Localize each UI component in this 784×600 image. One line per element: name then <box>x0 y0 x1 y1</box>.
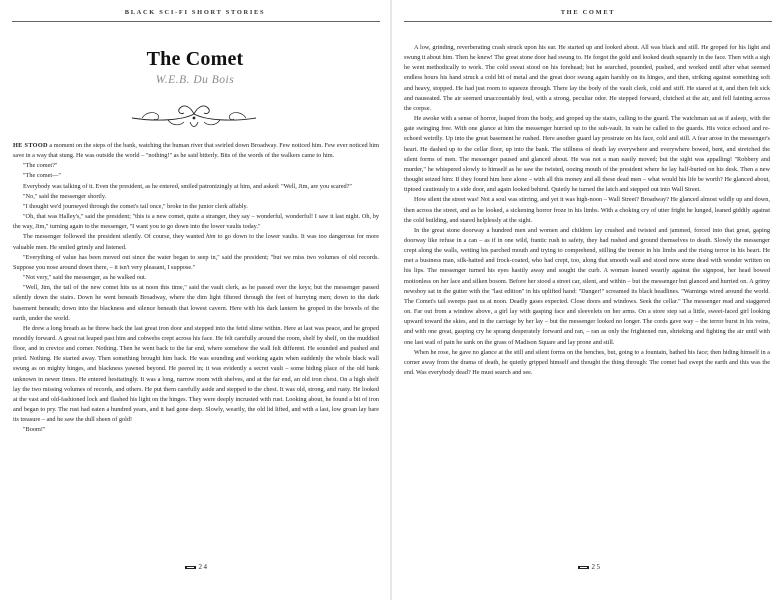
paragraph: A low, grinding, reverberating crash struck upon his ear. He started up and looked about. All was black and still. He groped for his light and swung it about him. Then he knew! The great stone door had swung to. He forgot the gold and looked death squarely in the face. Then with a sigh he went methodically to work. The cold sweat stood on his forehead; but he searched, pounded, pushed, and worked until after what seemed endless hours his hand struck a cold bit of metal and the great door swung again harshly on its hinges, and then, striking against something soft and heavy, stopped. He had just room to squeeze through. There lay the body of the vault clerk, cold and stiff. He stared at it, and then felt sick and nauseated. The air seemed unaccountably foul, with a strong, peculiar odor. He stepped forward, clutched at the air, and fell fainting across the corpse. <box>404 44 770 112</box>
running-head-left: BLACK SCI-FI SHORT STORIES <box>124 9 266 16</box>
left-body-text <box>13 141 379 436</box>
left-page <box>0 0 390 600</box>
paragraph: HE STOOD a moment on the steps of the bank, watching the human river that swirled down Broadway. Few noticed him. Few ever noticed him save in a way that stung. He was outside the world – "nothing!" as he said bitterly. Bits of the words of the walkers came to him. <box>13 142 379 160</box>
folio-ornament-icon <box>185 565 196 570</box>
right-page <box>392 0 784 600</box>
story-title: The Comet <box>146 48 244 70</box>
paragraph: How silent the street was! Not a soul was stirring, and yet it was high-noon – Wall Street? Broadway? He glanced almost wildly up and down, then across the street, and as he looked, a sickening horror froze in his limbs. With a choking cry of utter fright he lunged, leaned giddily against the cold building, and stared helplessly at the sight. <box>404 196 770 224</box>
paragraph: "Everything of value has been moved out since the water began to seep in," said the president; "but we miss two volumes of old records. Suppose you nose around down there, – it isn't very pleasant, I suppose." <box>13 253 379 271</box>
paragraph: "The comet?" <box>23 162 58 170</box>
header-rule-left <box>12 21 380 22</box>
story-heading <box>0 48 390 86</box>
paragraph: "Not very," said the messenger, as he walked out. <box>23 274 147 282</box>
paragraph: He drew a long breath as he threw back the last great iron door and stepped into the fetid slime within. Here at last was peace, and he groped moodily forward. A great rat leaped past him and cobwebs crept across his face. He felt carefully around the room, shelf by shelf, on the muddied floor, and in crevice and corner. Nothing. Then he went back to the far end, where somehow the wall felt different. He sounded and pushed and pried. Nothing. He started away. Then something brought him back. He was sounding and working again when suddenly the whole black wall swung as on mighty hinges, and blackness yawned beyond. He peered in; it was evidently a secret vault – some hiding place of the old bank unknown in newer times. He entered hesitatingly. It was a long, narrow room with shelves, and at the far end, an old iron chest. On a high shelf lay the two missing volumes of records, and others. He put them carefully aside and stepped to the chest. It was old, strong, and rusty. He looked at the vast and old-fashioned lock and flashed his light on the hinges. They were deeply incrusted with rust. Looking about, he found a bit of iron and began to pry. The rust had eaten a hundred years, and it had gone deep. Slowly, wearily, the old lid lifted, and with a last, low groan lay bare its treasure – and he saw the dull sheen of gold! <box>13 324 379 424</box>
page-number-left <box>0 563 390 571</box>
folio-ornament-icon <box>578 565 589 570</box>
page-number-text: 24 <box>198 563 209 571</box>
paragraph: "Oh, that was Halley's," said the president; "this is a new comet, quite a stranger, they say – wonderful, wonderful! I saw it last night. Oh, by the way, Jim," turning again to the messenger, "I want you to go down into the lower vaults today." <box>13 213 379 231</box>
paragraph: "Well, Jim, the tail of the new comet hits us at noon this time," said the vault clerk, as he passed over the keys; but the messenger passed silently down the stairs. Down he went beneath Broadway, where the dim light filtered through the feet of hurrying men; down to the dark basement beneath; down into the blackness and silence beneath that lowest cavern. Here with his dark lantern he groped in the bowels of the earth, under the world. <box>13 284 379 322</box>
paragraph: "No," said the messenger shortly. <box>23 192 107 200</box>
paragraph: Everybody was talking of it. Even the president, as he entered, smiled patronizingly at him, and asked: "Well, Jim, are you scared?" <box>23 182 352 190</box>
lead-word: HE STOOD <box>13 142 48 149</box>
paragraph: When he rose, he gave no glance at the still and silent forms on the benches, but, going to a fountain, bathed his face; then hiding himself in a corner away from the drama of death, he quietly gripped himself and thought the thing through: The comet had swept the earth and this was the end. Was everybody dead? He must search and see. <box>404 348 770 376</box>
story-author: W.E.B. Du Bois <box>155 74 235 86</box>
paragraph: In the great stone doorway a hundred men and women and children lay crushed and twisted and jammed, forced into that great, gaping doorway like refuse in a can – as if in one wild, frantic rush to safety, they had rushed and ground themselves to death. Slowly the messenger crept along the walls, wetting his parched mouth and trying to comprehend, stilling the tremor in his limbs and the rising terror in his heart. He met a business man, silk-hatted and frock-coated, who had crept, too, along that smooth wall and stood now stone dead with wonder written on his lips. The messenger turned his eyes hastily away and sought the curb. A woman leaned wearily against the signpost, her head bowed motionless on her lace and silken bosom. Before her stood a street car, silent, and within – but the messenger but glanced and hurried on. A grimy newsboy sat in the gutter with the "last edition" in his uplifted hand: "Danger!" screamed its black headlines. "Warnings wired around the world. The Comet's tail sweeps past us at noon. Deadly gases expected. Close doors and windows. Seek the cellar." The messenger read and staggered on. Far out from a window above, a girl lay with gasping face and sleevelets on her arms. On a store step sat a little, sweet-faced girl looking upward toward the skies, and in the carriage by her lay – but the messenger looked no longer. The cords gave way – the terror burst in his veins, and with one great, gasping cry he sprang desperately forward and ran, – ran as only the frightened run, shrieking and fighting the air until with one last wail of pain he sank on the grass of Madison Square and lay prone and still. <box>404 226 770 346</box>
flourish-ornament-icon <box>128 96 260 130</box>
paragraph: "The comet—" <box>23 172 61 180</box>
header-rule-right <box>404 21 772 22</box>
running-head-right: THE COMET <box>560 9 616 16</box>
paragraph: The messenger followed the president silently. Of course, they wanted him to go down to the lower vaults. It was too dangerous for more valuable men. He smiled grimly and listened. <box>13 233 379 251</box>
paragraph: "I thought we'd journeyed through the comet's tail once," broke in the junior clerk affably. <box>23 202 248 210</box>
right-body-text <box>404 43 770 378</box>
paragraph: "Boom!" <box>23 426 46 434</box>
page-number-right <box>392 563 784 571</box>
page-number-text: 25 <box>591 563 602 571</box>
paragraph: He awoke with a sense of horror, leaped from the body, and groped up the stairs, calling to the guard. The watchman sat as if asleep, with the gate swinging free. With one glance at him the messenger hurried up to the sub-vault. In vain he called to the guards. His voice echoed and re-echoed weirdly. Up into the great basement he rushed. Here another guard lay prostrate on his face, cold and still. A fear arose in the messenger's heart. He dashed up to the cellar floor, up into the bank. The stillness of death lay everywhere and everywhere bowed, bent, and stretched the silent forms of men. The messenger paused and glanced about. He was not a man easily moved; but the sight was appalling! "Robbery and murder," he whispered slowly to himself as he saw the twisted, oozing mouth of the president where he lay half-buried on his desk. Then a new thought seized him: If they found him here alone – with all this money and all these dead men – what would his life be worth? He glanced about, tiptoed cautiously to a side door, and again looked behind. Quietly he turned the latch and stepped out into Wall Street. <box>404 115 770 194</box>
